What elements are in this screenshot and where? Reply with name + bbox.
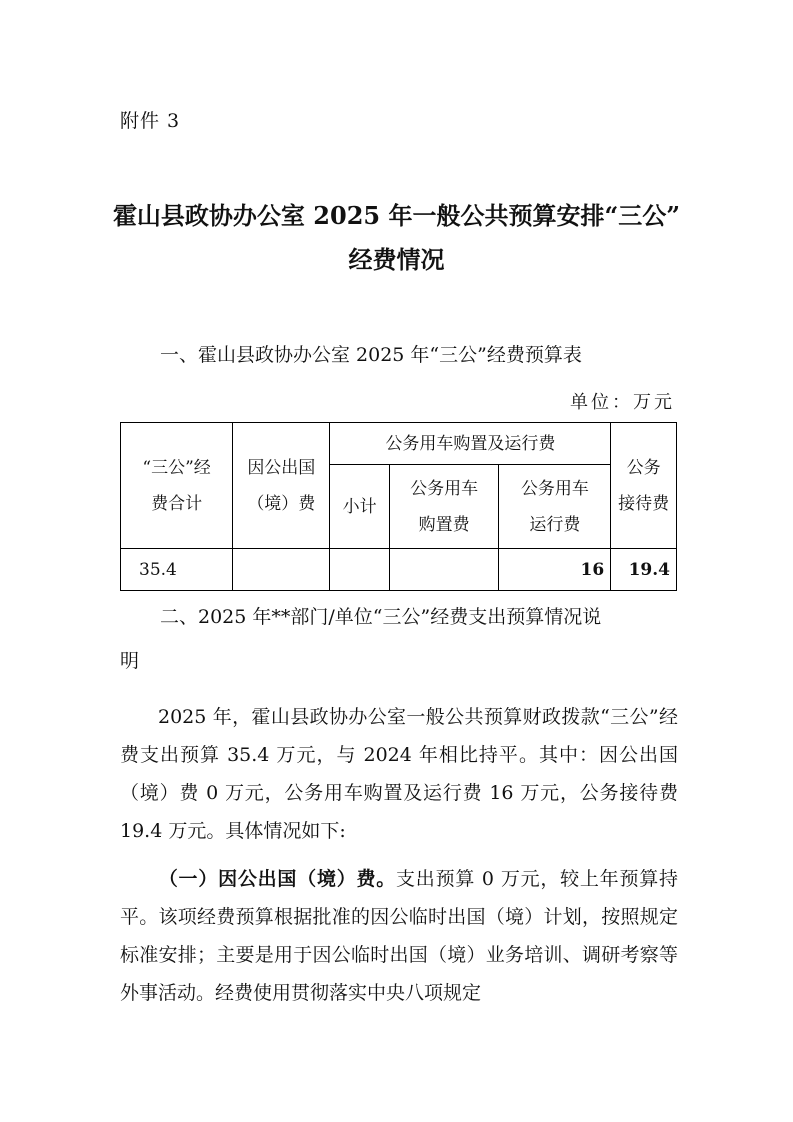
header-reception-line2: 接待费 [618,493,670,514]
header-purchase-line2: 购置费 [418,514,470,535]
header-vehicle-purchase [389,465,499,549]
header-reception [611,423,677,549]
document-title-line1: 霍山县政协办公室 2025 年一般公共预算安排“三公” [112,201,681,230]
cell-purchase [389,549,499,591]
table-header-row-1 [121,423,677,465]
header-abroad [233,423,330,549]
document-title-line2: 经费情况 [348,245,445,274]
paragraph-abroad-heading: （一）因公出国（境）费。 [158,868,397,890]
paragraph-summary-text: 2025 年，霍山县政协办公室一般公共预算财政拨款“三公”经费支出预算 35.4 万元，与 2024 年相比持平。其中：因公出国（境）费 0 万元，公务用车购置及运行费 16 万元，公务接待费 19.4 万元。具体情况如下: [120,706,678,842]
table-row [121,549,677,591]
unit-label: 单位：万元 [570,392,675,413]
header-total-line1: “三公”经 [142,457,211,478]
header-vehicle-group: 公务用车购置及运行费 [330,423,611,465]
section2-heading-line2: 明 [120,650,140,672]
attachment-label: 附件 3 [120,110,181,132]
paragraph-abroad-text: 支出预算 0 万元，较上年预算持平。该项经费预算根据批准的因公临时出国（境）计划，按照规定标准安排；主要是用于因公临时出国（境）业务培训、调研考察等外事活动。经费使用贯彻落实中央八项规定 [120,868,678,1004]
header-operation-line1: 公务用车 [520,478,589,499]
header-total [121,423,233,549]
paragraph-summary [120,698,678,850]
cell-abroad [233,549,330,591]
section1-heading: 一、霍山县政协办公室 2025 年“三公”经费预算表 [160,344,582,366]
paragraph-abroad [120,860,678,1012]
header-abroad-line2: （境）费 [247,493,316,514]
header-purchase-line1: 公务用车 [410,478,479,499]
cell-operation: 16 [499,549,611,591]
header-operation-line2: 运行费 [529,514,581,535]
section2-heading-line1: 二、2025 年**部门/单位“三公”经费支出预算情况说 [160,606,602,628]
budget-table [120,422,677,591]
cell-subtotal [330,549,389,591]
header-total-line2: 费合计 [151,493,203,514]
header-vehicle-operation [499,465,611,549]
header-subtotal: 小计 [330,465,389,549]
header-abroad-line1: 因公出国 [247,457,316,478]
header-reception-line1: 公务 [626,457,661,478]
cell-reception: 19.4 [611,549,677,591]
cell-total: 35.4 [121,549,233,591]
